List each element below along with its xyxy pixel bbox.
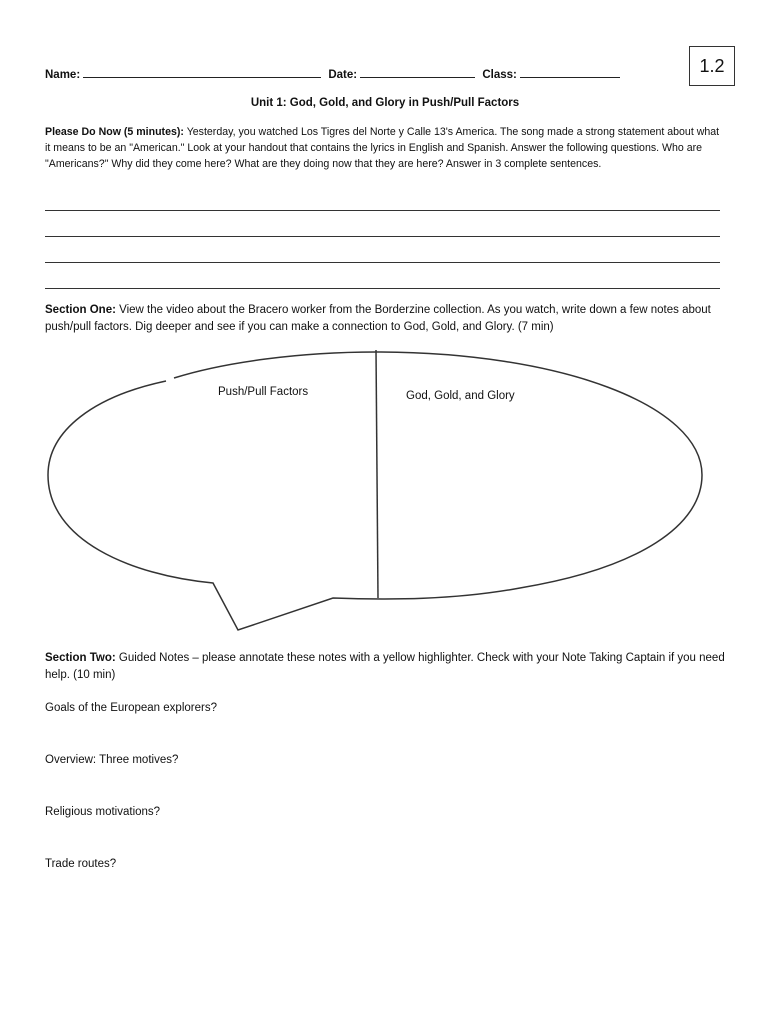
question-religious-motivations: Religious motivations? xyxy=(45,806,161,818)
name-field[interactable] xyxy=(83,66,321,78)
section-two-instructions xyxy=(45,650,735,684)
answer-line-4[interactable] xyxy=(45,288,720,289)
class-field[interactable] xyxy=(520,66,620,78)
push-pull-factors-label: Push/Pull Factors xyxy=(218,386,309,398)
date-label: Date: xyxy=(328,69,358,81)
answer-line-1[interactable] xyxy=(45,210,720,211)
section-one-text: View the video about the Bracero worker from the Borderzine collection. As you watch, write down a few notes about push/pull factors. Dig deeper and see if you can make a connection to God, Gold, and Glory. (7 min) xyxy=(45,304,711,333)
do-now-lead: Please Do Now (5 minutes): xyxy=(45,126,184,138)
answer-line-3[interactable] xyxy=(45,262,720,263)
speech-bubble-diagram xyxy=(0,340,770,640)
date-field[interactable] xyxy=(360,66,475,78)
class-label: Class: xyxy=(482,69,517,81)
section-two-lead: Section Two: xyxy=(45,652,116,664)
page-number: 1.2 xyxy=(699,55,725,76)
page-title: Unit 1: God, Gold, and Glory in Push/Pull Factors xyxy=(250,97,520,109)
page-number-box xyxy=(689,46,735,86)
section-one-instructions xyxy=(45,302,735,336)
speech-bubble-outline xyxy=(48,352,702,630)
bubble-divider xyxy=(376,350,378,598)
section-two-text: Guided Notes – please annotate these notes with a yellow highlighter. Check with your Note Taking Captain if you need help. (10 min) xyxy=(45,652,725,681)
question-trade-routes: Trade routes? xyxy=(45,858,117,870)
section-one-lead: Section One: xyxy=(45,304,116,316)
student-info-header xyxy=(45,66,624,81)
do-now-text: Yesterday, you watched Los Tigres del Norte y Calle 13's America. The song made a strong statement about what it means to be an "American." Look at your handout that contains the lyrics in English and Spanish. Answer the following questions. Who are "Americans?" Why did they come here? What are they doing now that they are here? Answer in 3 complete sentences. xyxy=(45,126,720,170)
name-label: Name: xyxy=(45,69,81,81)
question-goals: Goals of the European explorers? xyxy=(45,702,217,714)
question-three-motives: Overview: Three motives? xyxy=(45,754,179,766)
do-now-instructions xyxy=(45,124,727,172)
god-gold-glory-label: God, Gold, and Glory xyxy=(406,390,515,402)
answer-line-2[interactable] xyxy=(45,236,720,237)
